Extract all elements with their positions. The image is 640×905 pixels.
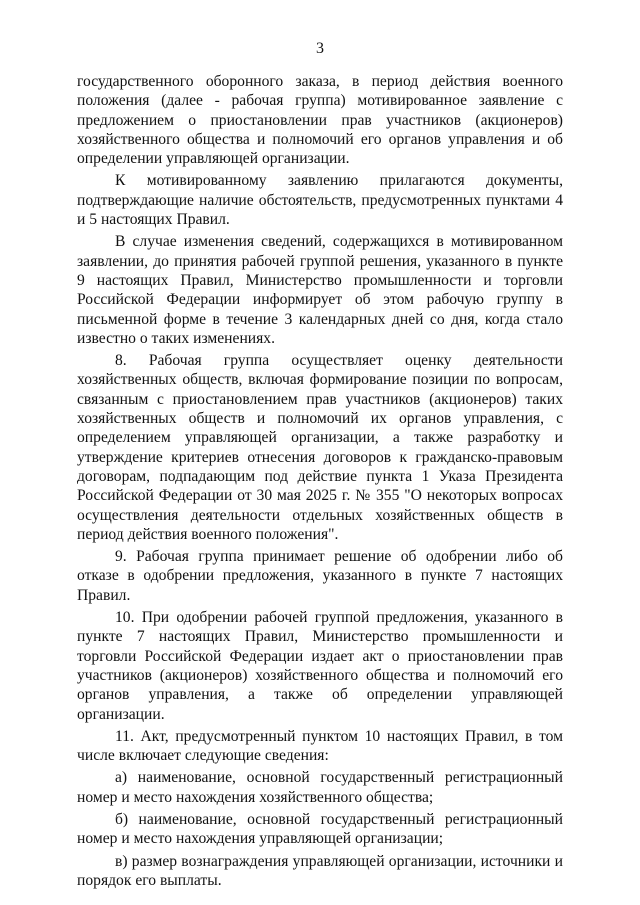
document-body [77, 72, 563, 893]
paragraph-item-11: 11. Акт, предусмотренный пунктом 10 настоящих Правил, в том числе включает следующие сведения: [77, 727, 563, 765]
paragraph-item-11-b: б) наименование, основной государственный регистрационный номер и место нахождения управляющей организации; [77, 810, 563, 848]
page-number: 3 [316, 40, 324, 57]
paragraph-item-10: 10. При одобрении рабочей группой предложения, указанного в пункте 7 настоящих Правил, Министерство промышленности и торговли Российской Федерации издает акт о приостановлении прав участников (акционеров) хозяйственного общества и полномочий его органов управления, а также об определении управляющей организации. [77, 609, 563, 723]
paragraph-item-9: 9. Рабочая группа принимает решение об одобрении либо об отказе в одобрении предложения, указанного в пункте 7 настоящих Правил. [77, 548, 563, 604]
paragraph-item-11-c: в) размер вознаграждения управляющей организации, источники и порядок его выплаты. [77, 852, 563, 889]
paragraph-item-8: 8. Рабочая группа осуществляет оценку деятельности хозяйственных обществ, включая формирование позиции по вопросам, связанным с приостановлением прав участников (акционеров) таких хозяйственных обществ и полномочий их органов управления, с определением управляющей организации, а также разработку и утверждение критериев отнесения договоров к гражданско-правовым договорам, подпадающим под действие пункта 1 Указа Президента Российской Федерации от 30 мая 2025 г. № 355 "О некоторых вопросах осуществления деятельности отдельных хозяйственных обществ в период действия военного положения". [77, 352, 563, 543]
paragraph-attachments: К мотивированному заявлению прилагаются документы, подтверждающие наличие обстоятельств, предусмотренных пунктами 4 и 5 настоящих Правил. [77, 172, 563, 229]
paragraph-changes: В случае изменения сведений, содержащихся в мотивированном заявлении, до принятия рабочей группой решения, указанного в пункте 9 настоящих Правил, Министерство промышленности и торговли Российской Федерации информирует об этом рабочую группу в письменной форме в течение 3 календарных дней со дня, когда стало известно о таких изменениях. [77, 233, 563, 347]
paragraph-item-11-a: а) наименование, основной государственный регистрационный номер и место нахождения хозяйственного общества; [77, 769, 563, 806]
paragraph-continuation: государственного оборонного заказа, в период действия военного положения (далее - рабочая группа) мотивированное заявление с предложением о приостановлении прав участников (акционеров) хозяйственного общества и полномочий его органов управления и об определении управляющей организации. [77, 73, 563, 168]
